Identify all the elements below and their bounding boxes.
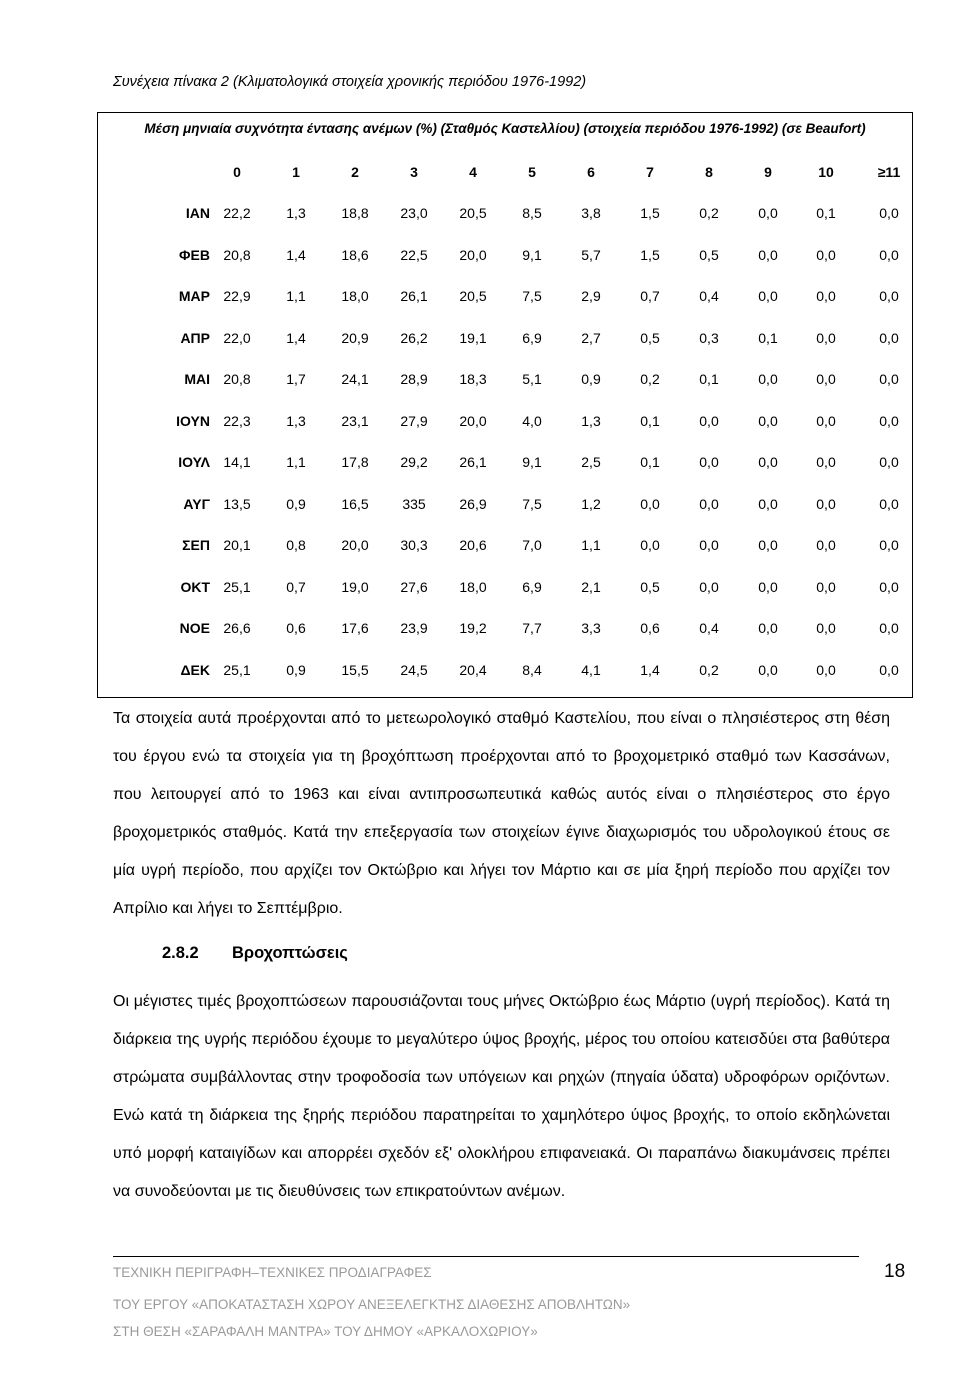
column-header: 2: [351, 164, 359, 180]
table-title: Μέση μηνιαία συχνότητα έντασης ανέμων (%) (Σταθμός Καστελλίου) (στοιχεία περιόδου 1976-1992) (σε Beaufort): [144, 121, 866, 136]
month-label: ΔΕΚ: [180, 661, 210, 678]
table-cell: 0,0: [879, 371, 899, 387]
table-cell: 0,0: [816, 661, 836, 678]
table-cell: 0,0: [640, 537, 660, 553]
table-cell: 2,1: [581, 578, 601, 595]
table-cell: 0,0: [816, 246, 836, 263]
table-cell: 0,0: [758, 537, 778, 553]
table-cell: 0,0: [879, 578, 899, 595]
table-cell: 1,1: [581, 537, 601, 553]
table-row: [98, 328, 912, 348]
table-cell: 0,0: [816, 537, 836, 553]
table-cell: 3,3: [581, 620, 601, 636]
table-cell: 0,5: [640, 578, 660, 595]
table-cell: 30,3: [400, 537, 428, 553]
table-cell: 26,2: [400, 329, 428, 346]
table-cell: 0,2: [640, 371, 660, 387]
table-cell: 20,0: [459, 246, 487, 263]
table-cell: 0,0: [879, 537, 899, 553]
table-cell: 22,5: [400, 246, 428, 263]
table-cell: 25,1: [223, 578, 251, 595]
table-cell: 18,0: [341, 288, 369, 304]
table-cell: 1,3: [581, 412, 601, 429]
table-row: [98, 535, 912, 555]
table-cell: 0,7: [286, 578, 306, 595]
table-cell: 8,4: [522, 661, 542, 678]
table-cell: 23,0: [400, 205, 428, 221]
table-cell: 0,0: [816, 412, 836, 429]
table-cell: 19,2: [459, 620, 487, 636]
table-cell: 1,4: [640, 661, 660, 678]
table-cell: 0,0: [758, 205, 778, 221]
table-cell: 0,2: [699, 205, 719, 221]
table-cell: 28,9: [400, 371, 428, 387]
table-cell: 0,0: [816, 495, 836, 512]
table-cell: 0,9: [286, 661, 306, 678]
table-cell: 0,6: [640, 620, 660, 636]
table-cell: 2,9: [581, 288, 601, 304]
table-cell: 0,1: [699, 371, 719, 387]
table-cell: 0,0: [816, 454, 836, 470]
table-cell: 0,0: [816, 578, 836, 595]
table-cell: 4,0: [522, 412, 542, 429]
table-cell: 0,0: [879, 412, 899, 429]
table-cell: 20,9: [341, 329, 369, 346]
table-cell: 0,0: [879, 620, 899, 636]
table-cell: 20,5: [459, 205, 487, 221]
table-cell: 13,5: [223, 495, 251, 512]
month-label: ΦΕΒ: [179, 246, 210, 263]
table-cell: 0,0: [816, 371, 836, 387]
table-cell: 0,9: [581, 371, 601, 387]
table-cell: 15,5: [341, 661, 369, 678]
table-cell: 1,1: [286, 454, 306, 470]
table-cell: 1,2: [581, 495, 601, 512]
table-cell: 20,6: [459, 537, 487, 553]
column-header: 9: [764, 164, 772, 180]
table-cell: 2,7: [581, 329, 601, 346]
table-cell: 0,0: [699, 537, 719, 553]
table-caption: Συνέχεια πίνακα 2 (Κλιματολογικά στοιχεία χρονικής περιόδου 1976-1992): [113, 74, 587, 90]
table-row: [98, 203, 912, 223]
table-cell: 5,7: [581, 246, 601, 263]
table-cell: 1,3: [286, 205, 306, 221]
month-label: ΙΟΥΝ: [176, 412, 210, 429]
table-cell: 23,1: [341, 412, 369, 429]
table-cell: 24,5: [400, 661, 428, 678]
table-cell: 0,4: [699, 288, 719, 304]
table-cell: 16,5: [341, 495, 369, 512]
table-row: [98, 618, 912, 638]
table-cell: 0,0: [879, 288, 899, 304]
table-cell: 0,5: [699, 246, 719, 263]
table-cell: 0,0: [758, 495, 778, 512]
table-cell: 0,0: [640, 495, 660, 512]
table-cell: 0,0: [699, 412, 719, 429]
table-cell: 0,8: [286, 537, 306, 553]
table-cell: 8,5: [522, 205, 542, 221]
table-cell: 5,1: [522, 371, 542, 387]
table-cell: 29,2: [400, 454, 428, 470]
table-cell: 1,7: [286, 371, 306, 387]
column-header: 7: [646, 164, 654, 180]
table-cell: 18,0: [459, 578, 487, 595]
table-cell: 1,3: [286, 412, 306, 429]
table-cell: 0,1: [640, 412, 660, 429]
month-label: ΜΑΙ: [184, 371, 210, 387]
table-cell: 22,0: [223, 329, 251, 346]
table-cell: 25,1: [223, 661, 251, 678]
table-cell: 18,8: [341, 205, 369, 221]
section-title: Βροχοπτώσεις: [232, 944, 348, 962]
table-cell: 20,5: [459, 288, 487, 304]
month-label: ΙΟΥΛ: [178, 454, 210, 470]
table-cell: 0,0: [758, 371, 778, 387]
table-cell: 27,6: [400, 578, 428, 595]
table-cell: 26,6: [223, 620, 251, 636]
table-cell: 0,2: [699, 661, 719, 678]
footer-line-2: ΤΟΥ ΕΡΓΟΥ «ΑΠΟΚΑΤΑΣΤΑΣΗ ΧΩΡΟΥ ΑΝΕΞΕΛΕΓΚΤΗΣ ΔΙΑΘΕΣΗΣ ΑΠΟΒΛΗΤΩΝ»: [113, 1297, 631, 1312]
table-cell: 0,0: [816, 288, 836, 304]
table-cell: 20,1: [223, 537, 251, 553]
month-label: ΟΚΤ: [180, 578, 210, 595]
table-cell: 0,0: [758, 661, 778, 678]
paragraph-2: Οι μέγιστες τιμές βροχοπτώσεων παρουσιάζονται τους μήνες Οκτώβριο έως Μάρτιο (υγρή περίοδος). Κατά τη διάρκεια της υγρής περιόδου έχουμε το μεγαλύτερο ύψος βροχής, μέρος του οποίου κατεισδύει στα βαθύτερα στρώματα συμβάλλοντας στην τροφοδοσία των υπόγειων και ρηχών (πηγαία ύδατα) υδροφόρων οριζόντων. Ενώ κατά τη διάρκεια της ξηρής περιόδου παρατηρείται το χαμηλότερο ύψος βροχής, το οποίο εκδηλώνεται υπό μορφή καταιγίδων και απορρέει σχεδόν εξ' ολοκλήρου επιφανειακά. Οι παραπάνω διακυμάνσεις πρέπει να συνοδεύονται με τις διευθύνσεις των επικρατούντων ανέμων.: [113, 993, 890, 1200]
table-cell: 0,9: [286, 495, 306, 512]
table-cell: 19,1: [459, 329, 487, 346]
table-cell: 1,4: [286, 246, 306, 263]
table-row: [98, 245, 912, 265]
table-cell: 17,6: [341, 620, 369, 636]
table-cell: 1,5: [640, 205, 660, 221]
footer-line-1: ΤΕΧΝΙΚΗ ΠΕΡΙΓΡΑΦΗ–ΤΕΧΝΙΚΕΣ ΠΡΟΔΙΑΓΡΑΦΕΣ: [113, 1265, 432, 1280]
table-cell: 26,1: [400, 288, 428, 304]
column-header: ≥11: [877, 164, 901, 180]
table-row: [98, 411, 912, 431]
month-label: ΜΑΡ: [178, 288, 210, 304]
table-cell: 0,0: [758, 246, 778, 263]
table-row: [98, 494, 912, 514]
table-cell: 6,9: [522, 578, 542, 595]
column-header: 4: [469, 164, 477, 180]
table-cell: 7,5: [522, 495, 542, 512]
month-label: ΝΟΕ: [179, 620, 210, 636]
table-cell: 23,9: [400, 620, 428, 636]
table-cell: 0,1: [758, 329, 778, 346]
table-cell: 18,3: [459, 371, 487, 387]
month-label: ΑΥΓ: [183, 495, 210, 512]
table-row: [98, 286, 912, 306]
table-cell: 26,9: [459, 495, 487, 512]
column-header: 6: [587, 164, 595, 180]
column-header: 5: [528, 164, 536, 180]
table-cell: 0,0: [699, 578, 719, 595]
table-cell: 0,0: [816, 329, 836, 346]
table-row: [98, 577, 912, 597]
table-cell: 17,8: [341, 454, 369, 470]
table-cell: 9,1: [522, 246, 542, 263]
table-cell: 18,6: [341, 246, 369, 263]
table-cell: 9,1: [522, 454, 542, 470]
table-cell: 0,1: [816, 205, 836, 221]
table-cell: 7,5: [522, 288, 542, 304]
table-cell: 0,0: [879, 495, 899, 512]
table-cell: 22,3: [223, 412, 251, 429]
table-cell: 2,5: [581, 454, 601, 470]
table-cell: 0,0: [699, 454, 719, 470]
table-cell: 1,4: [286, 329, 306, 346]
table-cell: 0,0: [879, 329, 899, 346]
table-cell: 19,0: [341, 578, 369, 595]
section-heading: [162, 944, 348, 963]
table-cell: 20,0: [459, 412, 487, 429]
table-cell: 0,0: [758, 288, 778, 304]
table-cell: 3,8: [581, 205, 601, 221]
table-row: [98, 660, 912, 680]
table-cell: 0,6: [286, 620, 306, 636]
table-cell: 1,5: [640, 246, 660, 263]
table-cell: 27,9: [400, 412, 428, 429]
table-cell: 0,0: [816, 620, 836, 636]
table-cell: 0,4: [699, 620, 719, 636]
table-cell: 335: [402, 495, 426, 512]
table-cell: 20,0: [341, 537, 369, 553]
table-cell: 7,0: [522, 537, 542, 553]
column-header: 3: [410, 164, 418, 180]
footer-line-3: ΣΤΗ ΘΕΣΗ «ΣΑΡΑΦΑΛΗ ΜΑΝΤΡΑ» ΤΟΥ ΔΗΜΟΥ «ΑΡΚΑΛΟΧΩΡΙΟΥ»: [113, 1324, 538, 1339]
page-number: 18: [884, 1261, 906, 1282]
table-cell: 4,1: [581, 661, 601, 678]
table-cell: 0,0: [699, 495, 719, 512]
table-cell: 20,4: [459, 661, 487, 678]
column-header: 1: [292, 164, 300, 180]
table-cell: 1,1: [286, 288, 306, 304]
table-cell: 0,0: [758, 578, 778, 595]
table-cell: 0,3: [699, 329, 719, 346]
table-cell: 6,9: [522, 329, 542, 346]
table-header-row: [98, 162, 912, 182]
table-cell: 0,0: [758, 620, 778, 636]
table-row: [98, 369, 912, 389]
table-cell: 0,0: [879, 205, 899, 221]
wind-frequency-table: [97, 112, 913, 698]
section-number: 2.8.2: [162, 944, 199, 962]
table-cell: 24,1: [341, 371, 369, 387]
column-header: 0: [233, 164, 241, 180]
table-row: [98, 452, 912, 472]
column-header: 10: [818, 164, 834, 180]
table-cell: 0,0: [879, 661, 899, 678]
month-label: ΣΕΠ: [182, 537, 210, 553]
table-cell: 0,1: [640, 454, 660, 470]
month-label: ΑΠΡ: [180, 329, 210, 346]
table-cell: 26,1: [459, 454, 487, 470]
table-cell: 0,5: [640, 329, 660, 346]
footer-divider: [113, 1256, 859, 1257]
table-cell: 0,0: [758, 454, 778, 470]
table-cell: 14,1: [223, 454, 251, 470]
table-cell: 20,8: [223, 246, 251, 263]
table-cell: 0,7: [640, 288, 660, 304]
table-cell: 22,9: [223, 288, 251, 304]
table-cell: 0,0: [758, 412, 778, 429]
month-label: ΙΑΝ: [185, 205, 210, 221]
table-cell: 20,8: [223, 371, 251, 387]
table-cell: 0,0: [879, 246, 899, 263]
column-header: 8: [705, 164, 713, 180]
table-cell: 7,7: [522, 620, 542, 636]
table-cell: 22,2: [223, 205, 251, 221]
paragraph-1: Τα στοιχεία αυτά προέρχονται από το μετεωρολογικό σταθμό Καστελίου, που είναι ο πλησιέστερος στη θέση του έργου ενώ τα στοιχεία για τη βροχόπτωση προέρχονται από το βροχομετρικό σταθμό των Κασσάνων, που λειτουργεί από το 1963 και είναι αντιπροσωπευτικά καθώς αυτός είναι ο πλησιέστερος στο έργο βροχομετρικός σταθμός. Κατά την επεξεργασία των στοιχείων έγινε διαχωρισμός του υδρολογικού έτους σε μία υγρή περίοδο, που αρχίζει τον Οκτώβριο και λήγει τον Μάρτιο και σε μία ξηρή περίοδο που αρχίζει τον Απρίλιο και λήγει το Σεπτέμβριο.: [113, 710, 890, 917]
table-cell: 0,0: [879, 454, 899, 470]
